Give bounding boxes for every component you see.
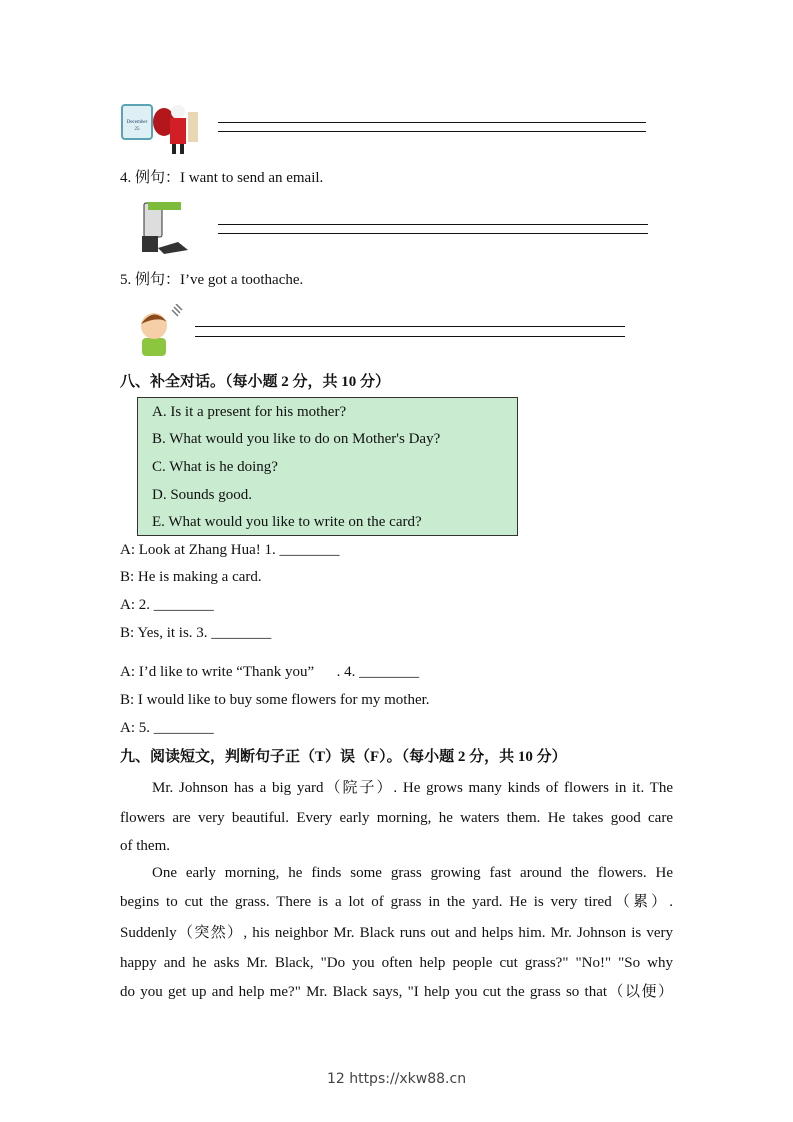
dialogue-line: A: 2. ________	[120, 597, 214, 613]
page-footer: 12 https://xkw88.cn	[326, 1071, 467, 1087]
passage-line: of them.	[120, 838, 170, 854]
phone-email-icon	[138, 200, 190, 254]
answer-line[interactable]	[218, 122, 646, 123]
email-phone-picture	[138, 200, 190, 254]
passage-line: One early morning, he finds some grass growing fast around the flowers. He	[152, 865, 673, 881]
option-a: A. Is it a present for his mother?	[152, 404, 347, 420]
answer-line[interactable]	[218, 131, 646, 132]
svg-text:December: December	[126, 120, 148, 125]
christmas-picture	[120, 98, 205, 156]
passage-line: do you get up and help me?" Mr. Black says, "I help you cut the grass so that（以便）	[120, 984, 673, 1000]
section-8-heading: 八、补全对话。（每小题 2 分，共 10 分）	[120, 374, 391, 390]
passage-line: Suddenly（突然）, his neighbor Mr. Black runs out and helps him. Mr. Johnson is very	[120, 925, 673, 941]
answer-line[interactable]	[195, 326, 625, 327]
item-5-prompt: 5. 例句：I’ve got a toothache.	[120, 272, 304, 288]
item-4-prompt: 4. 例句：I want to send an email.	[120, 170, 324, 186]
passage-line: Mr. Johnson has a big yard（院子）. He grows many kinds of flowers in it. The	[152, 780, 673, 796]
option-d: D. Sounds good.	[152, 487, 253, 503]
svg-text:25: 25	[134, 127, 140, 132]
option-e: E. What would you like to write on the card?	[152, 514, 422, 530]
option-b: B. What would you like to do on Mother's Day?	[152, 431, 441, 447]
dialogue-line: B: I would like to buy some flowers for my mother.	[120, 692, 430, 708]
dialogue-line: B: He is making a card.	[120, 569, 262, 585]
answer-line[interactable]	[195, 336, 625, 337]
passage-line: begins to cut the grass. There is a lot of grass in the yard. He is very tired（累）.	[120, 894, 673, 910]
dialogue-line: A: 5. ________	[120, 720, 214, 736]
section-9-heading: 九、阅读短文，判断句子正（T）误（F）。（每小题 2 分，共 10 分）	[120, 749, 567, 765]
passage-line: happy and he asks Mr. Black, "Do you often help people cut grass?" "No!" "So why	[120, 955, 673, 971]
answer-line[interactable]	[218, 224, 648, 225]
answer-line[interactable]	[218, 233, 648, 234]
dialogue-line: A: Look at Zhang Hua! 1. ________	[120, 542, 340, 558]
boy-toothache-icon	[134, 304, 184, 356]
dialogue-line: B: Yes, it is. 3. ________	[120, 625, 272, 641]
toothache-boy-picture	[134, 304, 184, 356]
calendar-santa-icon	[120, 98, 205, 156]
dialogue-line: A: I’d like to write “Thank you” . 4. ________	[120, 664, 420, 680]
passage-line: flowers are very beautiful. Every early morning, he waters them. He takes good care	[120, 810, 673, 826]
option-c: C. What is he doing?	[152, 459, 278, 475]
